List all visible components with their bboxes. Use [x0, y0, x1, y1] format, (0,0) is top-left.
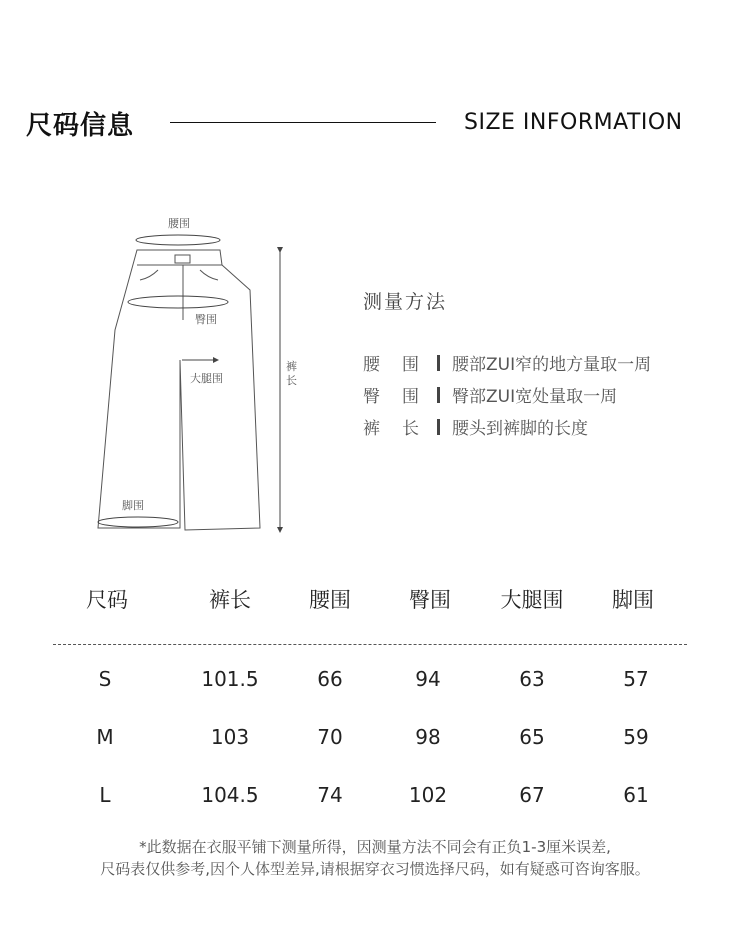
table-cell: 61: [623, 783, 649, 807]
length-label: 长: [286, 374, 297, 387]
hip-label: 臀围: [195, 313, 217, 326]
length-label: 裤: [286, 360, 297, 373]
separator-bar: [437, 387, 440, 403]
method-desc: 臀部ZUI宽处量取一周: [452, 387, 618, 407]
method-term: 围: [402, 355, 419, 375]
col-header-waist: 腰围: [309, 588, 351, 612]
table-cell: L: [99, 783, 111, 807]
table-cell: 101.5: [201, 667, 259, 691]
col-header-thigh: 大腿围: [500, 588, 564, 612]
table-cell: 67: [519, 783, 545, 807]
col-header-size: 尺码: [86, 588, 128, 612]
table-cell: 70: [317, 725, 343, 749]
table-cell: 98: [415, 725, 441, 749]
table-cell: 74: [317, 783, 343, 807]
table-cell: 66: [317, 667, 343, 691]
page-title: 尺码信息: [26, 111, 135, 141]
table-cell: 59: [623, 725, 649, 749]
method-desc: 腰头到裤脚的长度: [452, 419, 588, 439]
thigh-label: 大腿围: [190, 372, 223, 385]
method-row: [363, 350, 651, 375]
table-cell: 63: [519, 667, 545, 691]
table-cell: S: [98, 667, 112, 691]
page-title-en: SIZE INFORMATION: [464, 110, 683, 135]
method-term: 裤: [363, 419, 380, 439]
table-cell: 65: [519, 725, 545, 749]
table-cell: 104.5: [201, 783, 259, 807]
hem-label: 脚围: [122, 499, 144, 512]
method-term: 围: [402, 387, 419, 407]
method-row: [363, 414, 588, 439]
method-row: [363, 382, 617, 407]
table-cell: M: [96, 725, 114, 749]
col-header-hem: 脚围: [612, 588, 654, 612]
col-header-length: 裤长: [209, 588, 251, 612]
method-desc: 腰部ZUI窄的地方量取一周: [452, 355, 652, 375]
table-cell: 103: [210, 725, 250, 749]
table-cell: 102: [408, 783, 448, 807]
table-cell: 94: [415, 667, 441, 691]
waist-label: 腰围: [168, 217, 190, 230]
note-line: *此数据在衣服平铺下测量所得，因测量方法不同会有正负1-3厘米误差,: [139, 838, 611, 856]
title-divider: [170, 122, 436, 123]
method-term: 臀: [363, 387, 380, 407]
pants-diagram: [80, 210, 320, 540]
table-cell: 57: [623, 667, 649, 691]
col-header-hip: 臀围: [409, 588, 451, 612]
method-term: 长: [402, 419, 419, 439]
method-term: 腰: [363, 355, 380, 375]
separator-bar: [437, 419, 440, 435]
separator-bar: [437, 355, 440, 371]
note-line: 尺码表仅供参考,因个人体型差异,请根据穿衣习惯选择尺码，如有疑惑可咨询客服。: [100, 860, 650, 878]
method-title: 测量方法: [363, 291, 448, 313]
table-divider: [53, 644, 687, 645]
